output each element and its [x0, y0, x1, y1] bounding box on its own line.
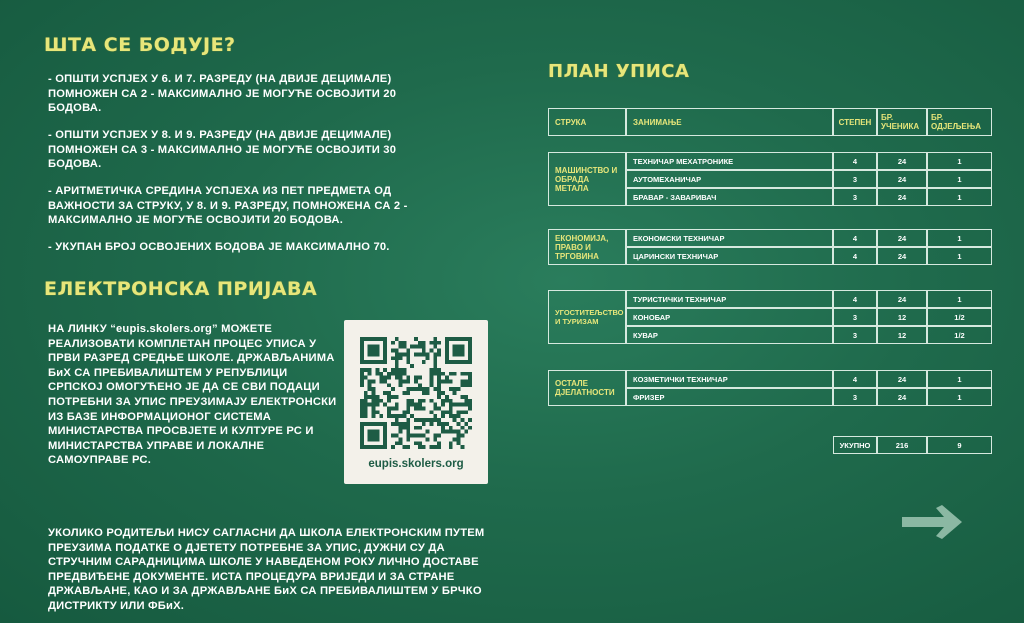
classes-cell: 1: [927, 388, 992, 406]
group-field: МАШИНСТВО И ОБРАДА МЕТАЛА: [548, 152, 626, 206]
score-bullet: - ОПШТИ УСПЈЕХ У 8. И 9. РАЗРЕДУ (НА ДВИЈЕ ДЕЦИМАЛЕ) ПОМНОЖЕН СА 3 - МАКСИМАЛНО ЈЕ МОГУЋЕ ОСВОЈИТИ 30 БОДОВА.: [48, 129, 397, 171]
score-heading: ШТА СЕ БОДУЈЕ?: [44, 34, 236, 56]
qr-card[interactable]: [344, 320, 488, 484]
qr-code-icon[interactable]: [360, 337, 472, 449]
occupation-cell: ЕКОНОМСКИ ТЕХНИЧАР: [626, 229, 833, 247]
students-cell: 24: [877, 188, 927, 206]
group-field: УГОСТИТЕЉСТВО И ТУРИЗАМ: [548, 290, 626, 344]
students-cell: 24: [877, 247, 927, 265]
classes-cell: 1: [927, 370, 992, 388]
degree-cell: 4: [833, 370, 877, 388]
students-cell: 24: [877, 370, 927, 388]
score-bullet: - ОПШТИ УСПЈЕХ У 6. И 7. РАЗРЕДУ (НА ДВИЈЕ ДЕЦИМАЛЕ) ПОМНОЖЕН СА 2 - МАКСИМАЛНО ЈЕ МОГУЋЕ ОСВОЈИТИ 20 БОДОВА.: [48, 73, 397, 115]
classes-cell: 1: [927, 152, 992, 170]
students-cell: 24: [877, 388, 927, 406]
electronic-application-heading: ЕЛЕКТРОНСКА ПРИЈАВА: [44, 278, 318, 300]
degree-cell: 4: [833, 247, 877, 265]
classes-cell: 1: [927, 229, 992, 247]
occupation-cell: ФРИЗЕР: [626, 388, 833, 406]
occupation-cell: КУВАР: [626, 326, 833, 344]
occupation-cell: АУТОМЕХАНИЧАР: [626, 170, 833, 188]
score-bullet: - УКУПАН БРОЈ ОСВОЈЕНИХ БОДОВА ЈЕ МАКСИМАЛНО 70.: [48, 241, 390, 253]
students-cell: 24: [877, 170, 927, 188]
plan-heading: ПЛАН УПИСА: [548, 61, 690, 82]
total-label: УКУПНО: [833, 436, 877, 454]
occupation-cell: КОНОБАР: [626, 308, 833, 326]
occupation-cell: БРАВАР - ЗАВАРИВАЧ: [626, 188, 833, 206]
header-occupation: ЗАНИМАЊЕ: [626, 108, 833, 136]
degree-cell: 3: [833, 326, 877, 344]
degree-cell: 3: [833, 308, 877, 326]
group-field: ОСТАЛЕ ДЈЕЛАТНОСТИ: [548, 370, 626, 406]
group-field: ЕКОНОМИЈА, ПРАВО И ТРГОВИНА: [548, 229, 626, 265]
occupation-cell: КОЗМЕТИЧКИ ТЕХНИЧАР: [626, 370, 833, 388]
students-cell: 12: [877, 326, 927, 344]
qr-url[interactable]: eupis.skolers.org: [368, 458, 464, 470]
header-students: БР. УЧЕНИКА: [877, 108, 927, 136]
header-field: СТРУКА: [548, 108, 626, 136]
students-cell: 24: [877, 152, 927, 170]
students-cell: 24: [877, 229, 927, 247]
degree-cell: 4: [833, 152, 877, 170]
arrow-right-icon[interactable]: [898, 500, 970, 544]
occupation-cell: ТУРИСТИЧКИ ТЕХНИЧАР: [626, 290, 833, 308]
degree-cell: 3: [833, 188, 877, 206]
classes-cell: 1: [927, 170, 992, 188]
header-degree: СТЕПЕН: [833, 108, 877, 136]
classes-cell: 1: [927, 247, 992, 265]
total-classes: 9: [927, 436, 992, 454]
degree-cell: 3: [833, 170, 877, 188]
degree-cell: 3: [833, 388, 877, 406]
degree-cell: 4: [833, 290, 877, 308]
consent-note: УКОЛИКО РОДИТЕЉИ НИСУ САГЛАСНИ ДА ШКОЛА ЕЛЕКТРОНСКИМ ПУТЕМ ПРЕУЗИМА ПОДАТКЕ О ДЈЕТЕТУ ПОТРЕБНЕ ЗА УПИС, ДУЖНИ СУ ДА СТРУЧНИМ САРАДНИЦИМА ШКОЛЕ У НАВЕДЕНОМ РОКУ ЛИЧНО ДОСТАВЕ ПРЕДВИЂЕНЕ ДОКУМЕНТЕ. ИСТА ПРОЦЕДУРА ВРИЈЕДИ И ЗА СТРАНЕ ДРЖАВЉАНЕ, КАО И ЗА ДРЖАВЉАНЕ БиХ СА ПРЕБИВАЛИШТЕМ У БРЧКО ДИСТРИКТУ ИЛИ ФБиХ.: [48, 527, 485, 612]
students-cell: 24: [877, 290, 927, 308]
classes-cell: 1/2: [927, 308, 992, 326]
classes-cell: 1/2: [927, 326, 992, 344]
classes-cell: 1: [927, 188, 992, 206]
occupation-cell: ТЕХНИЧАР МЕХАТРОНИКЕ: [626, 152, 833, 170]
electronic-application-text: НА ЛИНКУ “eupis.skolers.org” МОЖЕТЕ РЕАЛИЗОВАТИ КОМПЛЕТАН ПРОЦЕС УПИСА У ПРВИ РАЗРЕД СРЕДЊЕ ШКОЛЕ. ДРЖАВЉАНИМА БиХ СА ПРЕБИВАЛИШТЕМ У РЕПУБЛИЦИ СРПСКОЈ ОМОГУЋЕНО ЈЕ ДА СЕ СВИ ПОДАЦИ ПОТРЕБНИ ЗА УПИС ПРЕУЗИМАЈУ ЕЛЕКТРОНСКИ ИЗ БАЗЕ ИНФОРМАЦИОНОГ СИСТЕМА МИНИСТАРСТВА ПРОСВЈЕТЕ И КУЛТУРЕ РС И МИНИСТАРСТВА УПРАВЕ И ЛОКАЛНЕ САМОУПРАВЕ РС.: [48, 323, 337, 467]
occupation-cell: ЦАРИНСКИ ТЕХНИЧАР: [626, 247, 833, 265]
total-students: 216: [877, 436, 927, 454]
header-classes: БР. ОДЈЕЉЕЊА: [927, 108, 992, 136]
classes-cell: 1: [927, 290, 992, 308]
students-cell: 12: [877, 308, 927, 326]
score-bullet: - АРИТМЕТИЧКА СРЕДИНА УСПЈЕХА ИЗ ПЕТ ПРЕДМЕТА ОД ВАЖНОСТИ ЗА СТРУКУ, У 8. И 9. РАЗРЕДУ, ПОМНОЖЕНА СА 2 - МАКСИМАЛНО ЈЕ МОГУЋЕ ОСВОЈИТИ 20 БОДОВА.: [48, 185, 408, 227]
degree-cell: 4: [833, 229, 877, 247]
